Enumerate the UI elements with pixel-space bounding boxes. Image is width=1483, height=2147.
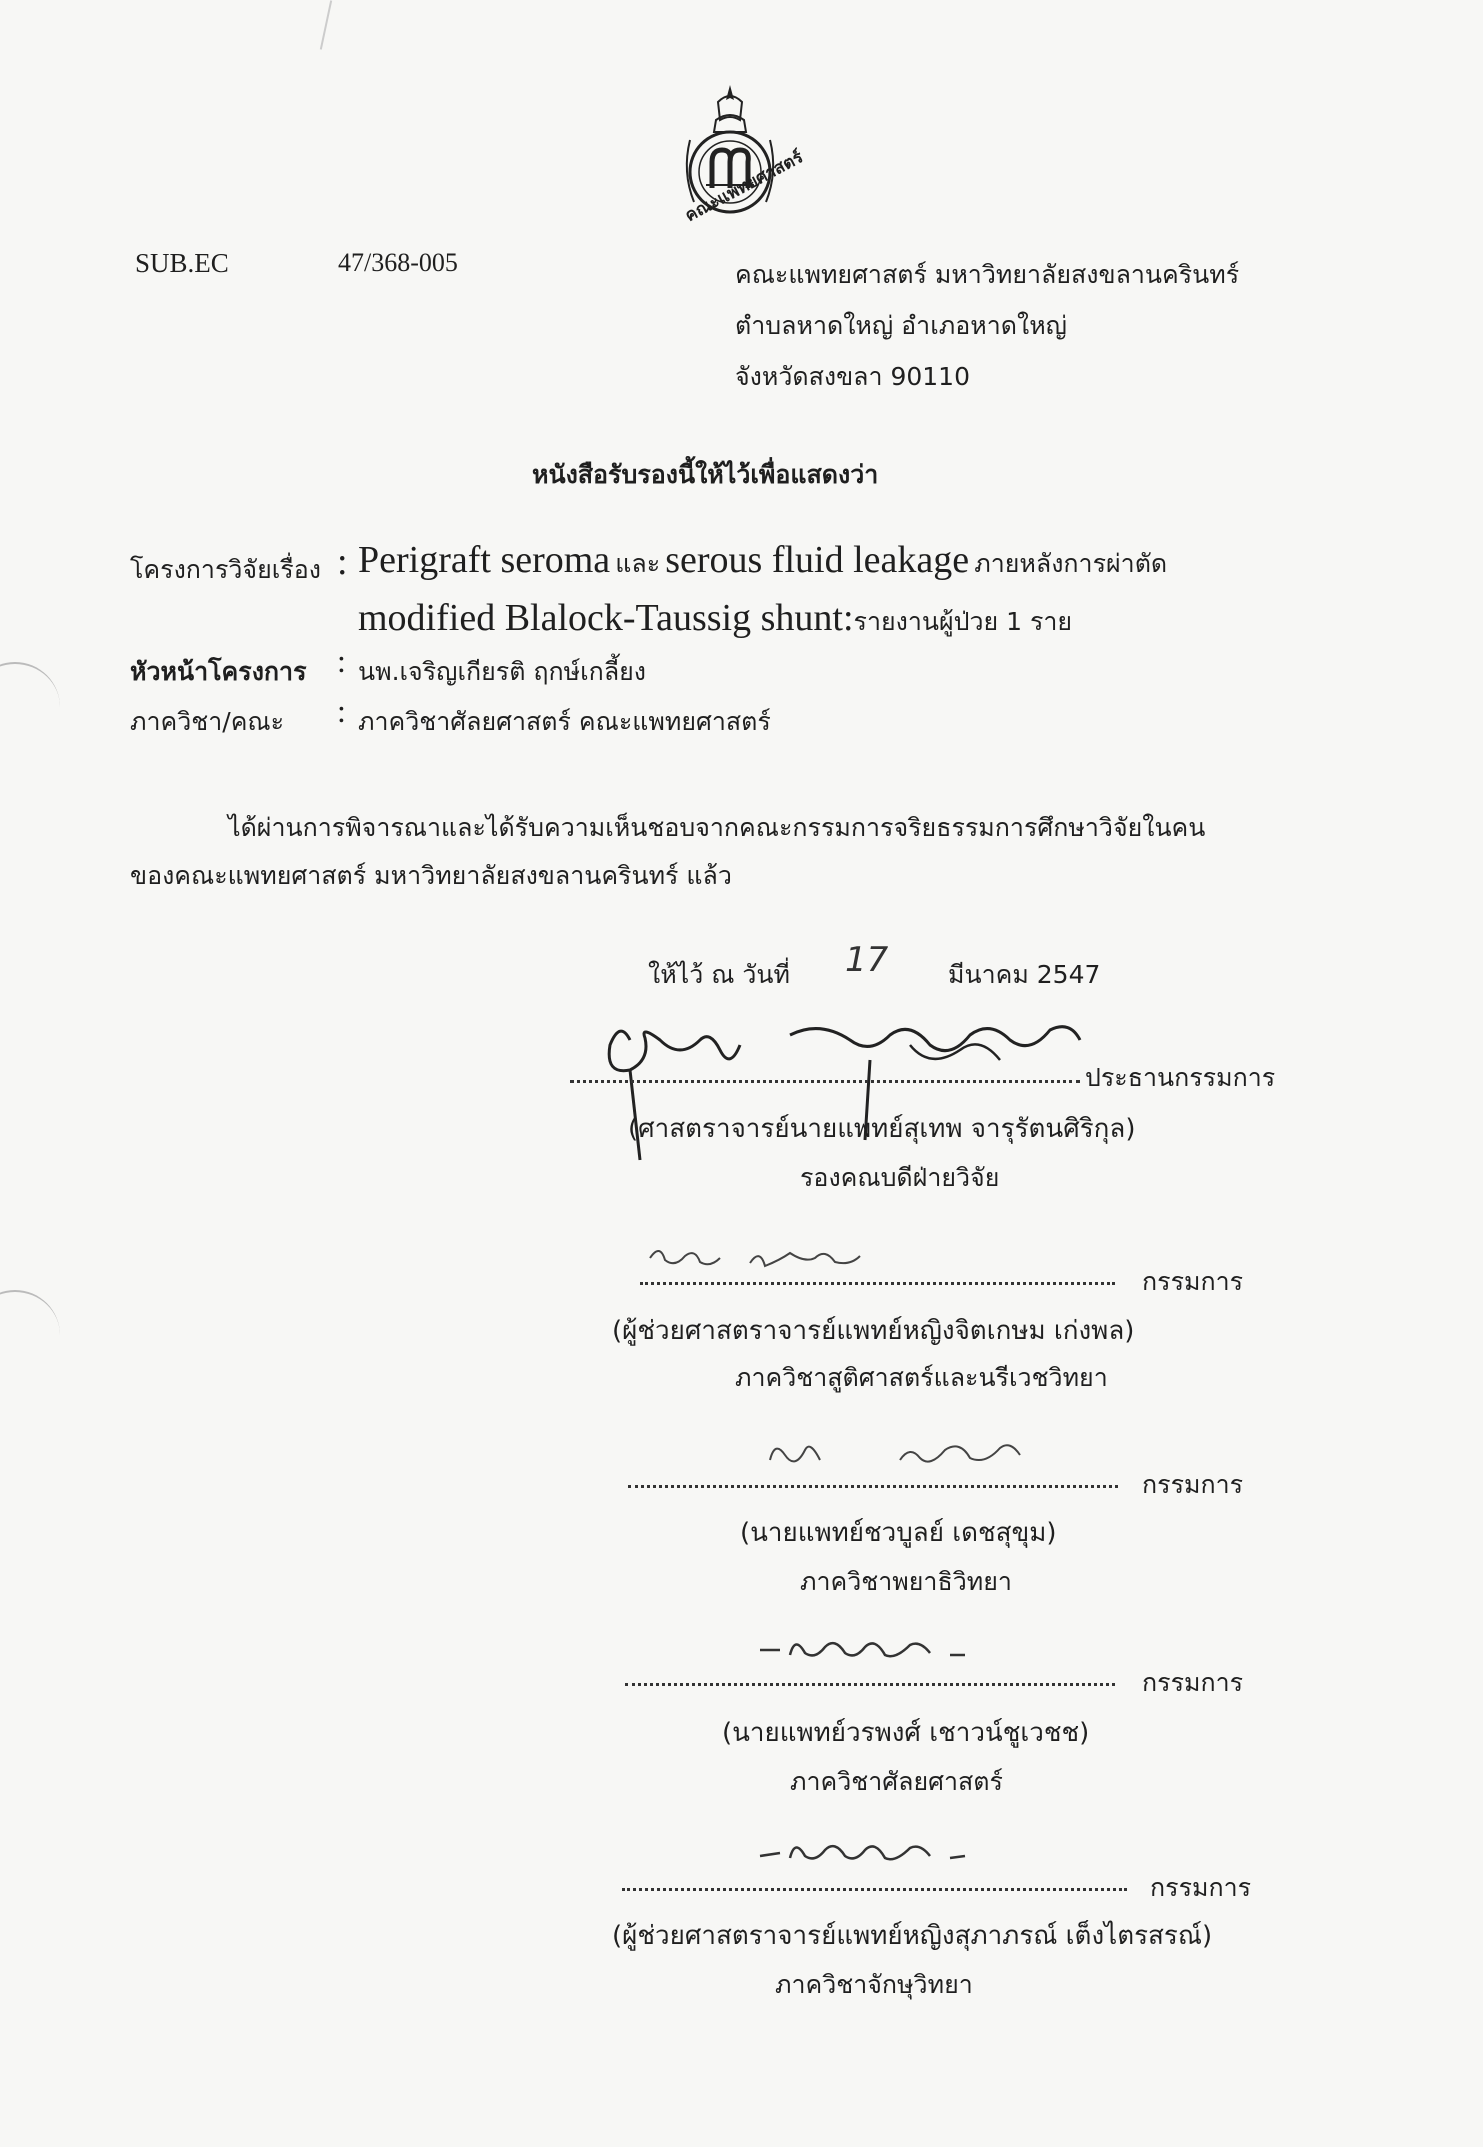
signatory-5-role: กรรมการ (1150, 1873, 1252, 1902)
signatory-1-role: ประธานกรรมการ (1085, 1063, 1276, 1092)
signatory-3-position: ภาควิชาพยาธิวิทยา (800, 1567, 1012, 1596)
project-title-line-1 (358, 538, 1167, 584)
ref-number: 47/368-005 (338, 248, 458, 277)
ref-code: SUB.EC (135, 248, 229, 278)
signatory-5-name: (ผู้ช่วยศาสตราจารย์แพทย์หญิงสุภาภรณ์ เต็งไตรสรณ์) (612, 1921, 1213, 1951)
signature-committee-2 (640, 1238, 880, 1278)
signatory-1-position: รองคณบดีฝ่ายวิจัย (800, 1163, 1000, 1192)
date-month-year: มีนาคม 2547 (948, 960, 1101, 989)
certificate-heading: หนังสือรับรองนี้ให้ไว้เพื่อแสดงว่า (532, 460, 879, 489)
date-day: 17 (845, 940, 889, 980)
signature-line-committee-4 (625, 1683, 1115, 1686)
address-line-3: จังหวัดสงขลา 90110 (735, 362, 970, 391)
project-colon: : (337, 541, 348, 583)
signature-committee-5 (750, 1828, 990, 1878)
dept-colon: : (337, 693, 346, 729)
dept-label: ภาควิชา/คณะ (130, 707, 285, 736)
head-colon: : (337, 643, 346, 679)
signatory-2-role: กรรมการ (1142, 1267, 1244, 1296)
project-title-part1: Perigraft seroma (358, 539, 611, 581)
faculty-seal (660, 80, 807, 240)
body-line-1: ได้ผ่านการพิจารณาและได้รับความเห็นชอบจากคณะกรรมการจริยธรรมการศึกษาวิจัยในคน (228, 813, 1206, 842)
signatory-2-position: ภาควิชาสูติศาสตร์และนรีเวชวิทยา (735, 1363, 1108, 1392)
project-title-part2: serous fluid leakage (665, 539, 970, 581)
project-title-line-2 (358, 596, 1072, 642)
signatory-2-name: (ผู้ช่วยศาสตราจารย์แพทย์หญิงจิตเกษม เก่งพล) (612, 1316, 1135, 1346)
signature-line-chairman (570, 1080, 1080, 1083)
signatory-3-role: กรรมการ (1142, 1470, 1244, 1499)
signatory-4-position: ภาควิชาศัลยศาสตร์ (790, 1767, 1003, 1796)
signature-committee-4 (750, 1625, 990, 1675)
scan-line-mark (320, 0, 332, 49)
signatory-4-role: กรรมการ (1142, 1668, 1244, 1697)
signature-line-committee-5 (622, 1888, 1127, 1891)
signature-line-committee-3 (628, 1485, 1118, 1488)
date-prefix: ให้ไว้ ณ วันที่ (648, 960, 790, 989)
head-value: นพ.เจริญเกียรติ ฤกษ์เกลี้ยง (358, 657, 646, 686)
signature-line-committee-2 (640, 1282, 1115, 1285)
seal-text: คณะแพทยศาสตร์ (681, 147, 807, 227)
address-line-2: ตำบลหาดใหญ่ อำเภอหาดใหญ่ (735, 311, 1067, 340)
signatory-3-name: (นายแพทย์ชวบูลย์ เดชสุขุม) (740, 1518, 1057, 1548)
project-title-line2-en: modified Blalock-Taussig shunt: (358, 597, 854, 639)
signatory-4-name: (นายแพทย์วรพงศ์ เชาวน์ชูเวชช) (722, 1718, 1090, 1748)
project-label: โครงการวิจัยเรื่อง (130, 555, 321, 584)
project-title-and: และ (615, 549, 661, 578)
body-line-2: ของคณะแพทยศาสตร์ มหาวิทยาลัยสงขลานครินทร์ แล้ว (130, 861, 732, 890)
signature-committee-3 (750, 1430, 1050, 1480)
signatory-1-name: (ศาสตราจารย์นายแพทย์สุเทพ จารุรัตนศิริกุล) (628, 1114, 1136, 1144)
address-line-1: คณะแพทยศาสตร์ มหาวิทยาลัยสงขลานครินทร์ (735, 260, 1240, 289)
punch-hole-mark-bottom (0, 1290, 60, 1352)
signatory-5-position: ภาควิชาจักษุวิทยา (775, 1970, 973, 1999)
head-label: หัวหน้าโครงการ (130, 657, 307, 686)
project-title-line2-th: รายงานผู้ป่วย 1 ราย (853, 607, 1073, 636)
project-title-after: ภายหลังการผ่าตัด (974, 549, 1168, 578)
dept-value: ภาควิชาศัลยศาสตร์ คณะแพทยศาสตร์ (358, 707, 771, 736)
punch-hole-mark-top (0, 662, 60, 724)
